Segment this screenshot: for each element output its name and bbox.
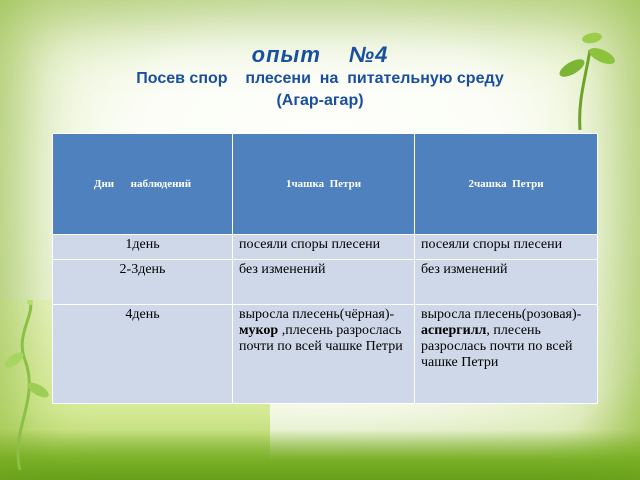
table-row xyxy=(53,305,598,404)
cell-dish-1: без изменений xyxy=(233,260,415,305)
cell-dish-2 xyxy=(415,305,598,404)
table-header-row xyxy=(53,134,598,235)
cell-text-post: ,плесень разрослась почти по всей чашке Петри xyxy=(239,323,403,354)
decorative-grass xyxy=(0,430,640,480)
header-dish-2: 2чашка Петри xyxy=(415,134,598,235)
header-days: Дни наблюдений xyxy=(53,134,233,235)
mold-name-mucor: мукор xyxy=(239,323,279,338)
cell-dish-1 xyxy=(233,305,415,404)
mold-name-aspergillus: аспергилл xyxy=(421,323,487,338)
cell-dish-2: без изменений xyxy=(415,260,598,305)
title-word: опыт xyxy=(251,42,321,67)
slide-title xyxy=(0,42,640,68)
cell-text-pre: выросла плесень(чёрная)- xyxy=(239,307,395,322)
cell-text-pre: выросла плесень(розовая)- xyxy=(421,307,582,322)
cell-day: 2-3день xyxy=(53,260,233,305)
header-dish-1: 1чашка Петри xyxy=(233,134,415,235)
table-row xyxy=(53,235,598,260)
slide-subtitle: Посев спор плесени на питательную среду xyxy=(136,70,504,87)
cell-dish-2: посеяли споры плесени xyxy=(415,235,598,260)
slide-subtitle-medium: (Агар-агар) xyxy=(276,92,364,109)
cell-dish-1: посеяли споры плесени xyxy=(233,235,415,260)
cell-text-post: , плесень разрослась почти по всей чашке Петри xyxy=(421,323,573,370)
title-number: №4 xyxy=(348,42,389,67)
cell-day: 1день xyxy=(53,235,233,260)
observation-table xyxy=(52,133,598,404)
cell-day: 4день xyxy=(53,305,233,404)
table-row xyxy=(53,260,598,305)
